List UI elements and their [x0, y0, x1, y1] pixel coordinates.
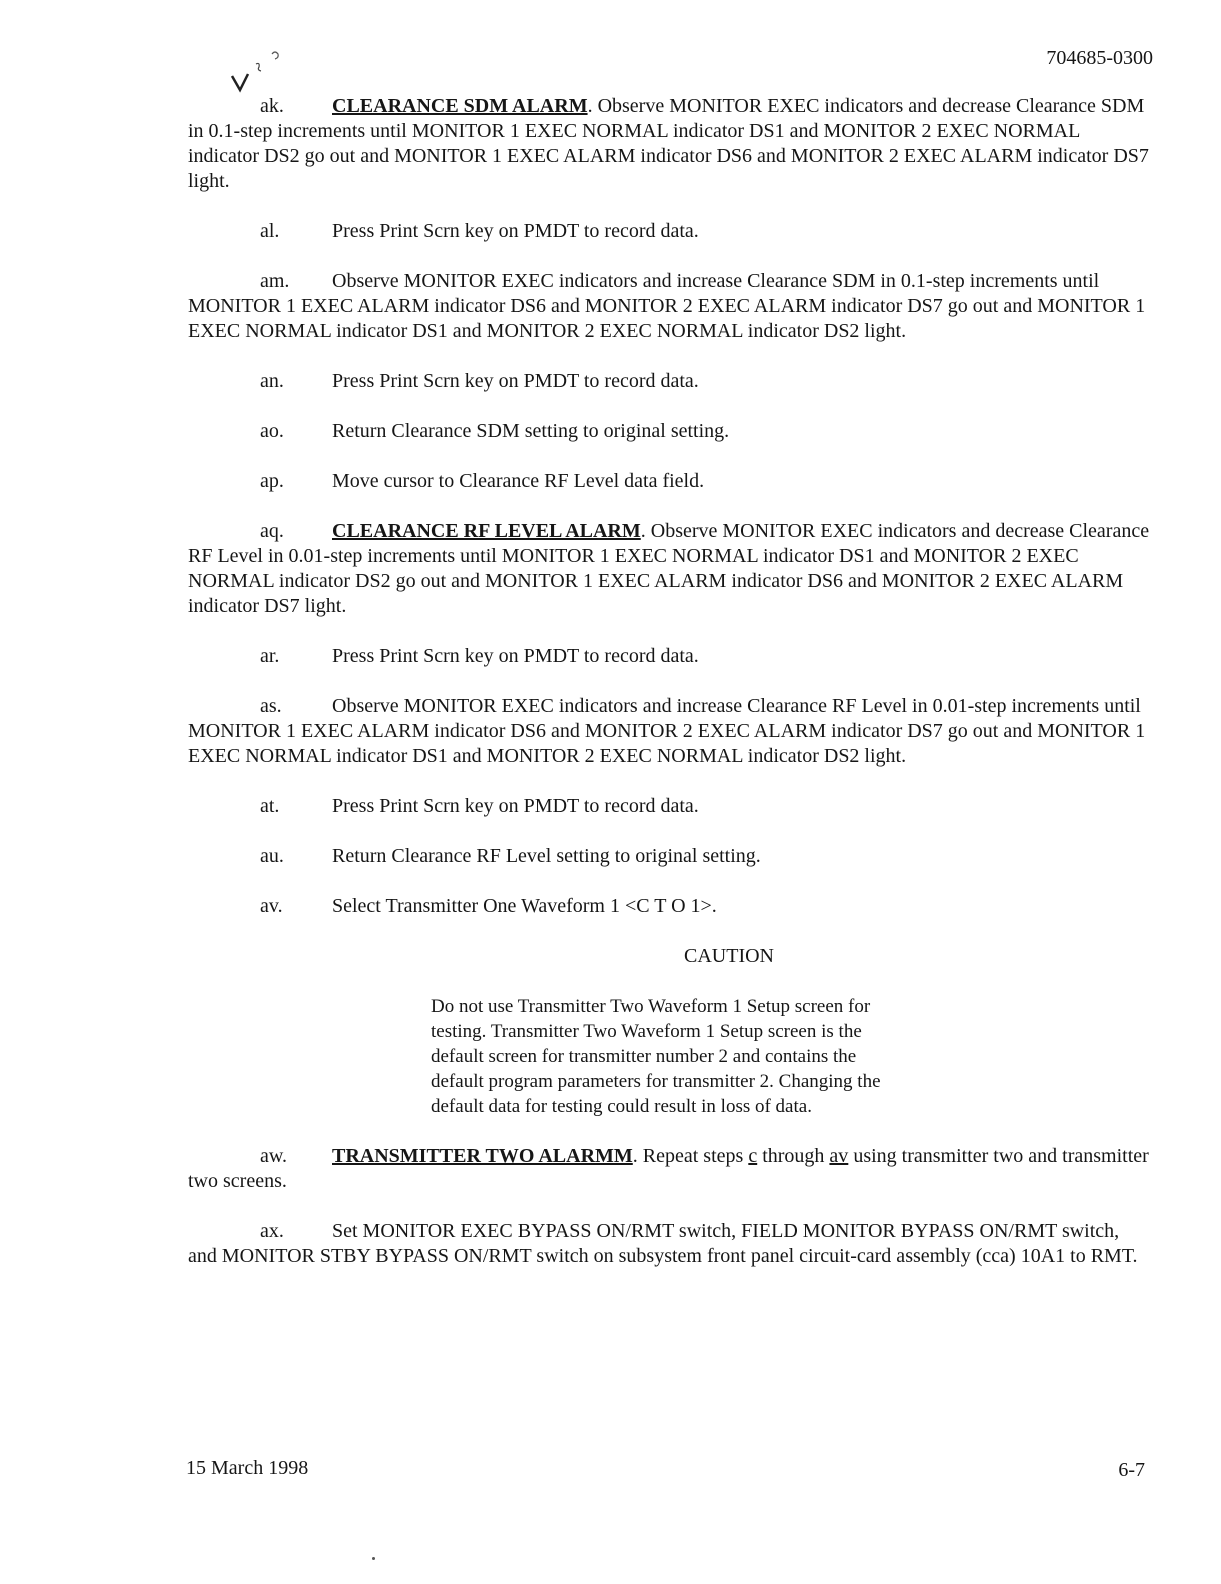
step-aq: aq. CLEARANCE RF LEVEL ALARM. Observe MONITOR EXEC indicators and decrease Clearance RF Level in 0.01-step increments until MONITOR 1 EXEC NORMAL indicator DS1 and MONITOR 2 EXEC NORMAL indicator DS2 go out and MONITOR 1 EXEC ALARM indicator DS6 and MONITOR 2 EXEC ALARM indicator DS7 light. [188, 520, 1150, 617]
document-body [188, 94, 1150, 1294]
step-am: am. Observe MONITOR EXEC indicators and increase Clearance SDM in 0.1-step increments until MONITOR 1 EXEC ALARM indicator DS6 and MONITOR 2 EXEC ALARM indicator DS7 go out and MONITOR 1 EXEC NORMAL indicator DS1 and MONITOR 2 EXEC NORMAL indicator DS2 light. [188, 270, 1146, 342]
step-av: av. Select Transmitter One Waveform 1 <C T O 1>. [260, 895, 717, 917]
step-aw-heading: TRANSMITTER TWO ALARMM [332, 1145, 633, 1167]
step-ref-av: av [829, 1145, 849, 1167]
step-aq-heading: CLEARANCE RF LEVEL ALARM [332, 520, 641, 542]
page-number: 6-7 [1118, 1459, 1145, 1481]
step-ao: ao. Return Clearance SDM setting to original setting. [260, 420, 730, 442]
step-ax: ax. Set MONITOR EXEC BYPASS ON/RMT switch, FIELD MONITOR BYPASS ON/RMT switch, and MONITOR STBY BYPASS ON/RMT switch on subsystem front panel circuit-card assembly (cca) 10A1 to RMT. [188, 1220, 1138, 1267]
step-at: at. Press Print Scrn key on PMDT to record data. [260, 795, 699, 817]
step-ak-heading: CLEARANCE SDM ALARM [332, 95, 588, 117]
step-ap: ap. Move cursor to Clearance RF Level data field. [260, 470, 705, 492]
step-an: an. Press Print Scrn key on PMDT to record data. [260, 370, 699, 392]
footer-date: 15 March 1998 [186, 1457, 309, 1479]
caution-text: Do not use Transmitter Two Waveform 1 Setup screen for testing. Transmitter Two Waveform 1 Setup screen is the default screen for transmitter number 2 and contains the default program parameters for transmitter 2. Changing the default data for testing could result in loss of data. [431, 996, 881, 1117]
step-al: al. Press Print Scrn key on PMDT to record data. [260, 220, 699, 242]
step-ak: ak. CLEARANCE SDM ALARM. Observe MONITOR EXEC indicators and decrease Clearance SDM in 0.1-step increments until MONITOR 1 EXEC NORMAL indicator DS1 and MONITOR 2 EXEC NORMAL indicator DS2 go out and MONITOR 1 EXEC ALARM indicator DS6 and MONITOR 2 EXEC ALARM indicator DS7 light. [188, 95, 1149, 192]
step-aw: aw. TRANSMITTER TWO ALARMM. Repeat steps c through av using transmitter two and transmitter two screens. [188, 1145, 1149, 1192]
step-as: as. Observe MONITOR EXEC indicators and increase Clearance RF Level in 0.01-step increments until MONITOR 1 EXEC ALARM indicator DS6 and MONITOR 2 EXEC ALARM indicator DS7 go out and MONITOR 1 EXEC NORMAL indicator DS1 and MONITOR 2 EXEC NORMAL indicator DS2 light. [188, 695, 1146, 767]
step-ref-c: c [748, 1145, 758, 1167]
step-ar: ar. Press Print Scrn key on PMDT to record data. [260, 645, 699, 667]
document-number: 704685-0300 [1046, 47, 1153, 69]
scan-speck [372, 1557, 375, 1560]
caution-title: CAUTION [684, 945, 774, 967]
step-au: au. Return Clearance RF Level setting to original setting. [260, 845, 761, 867]
